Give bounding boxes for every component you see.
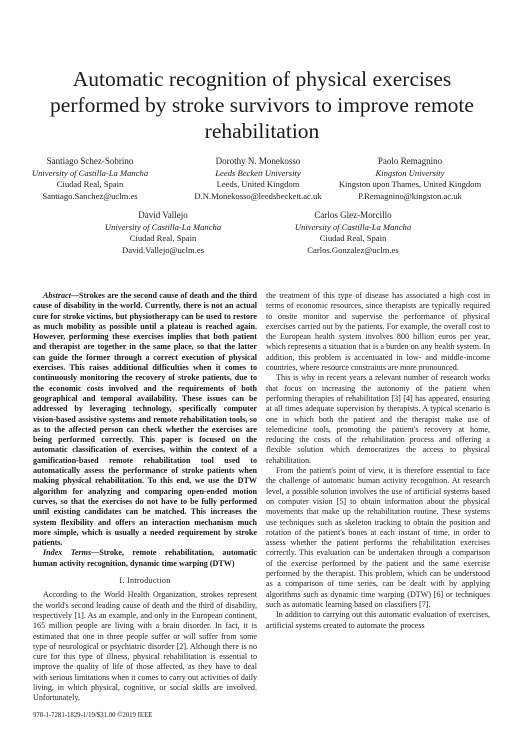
author-name: Santiago Schez-Sobrino (46, 156, 134, 166)
index-terms-label: Index Terms (43, 548, 92, 558)
author-email: Santiago.Sanchez@uclm.es (42, 190, 138, 201)
author-name: David Vallejo (138, 210, 188, 220)
author-block-2 (194, 156, 321, 202)
body-paragraph: the treatment of this type of disease has associated a high cost in terms of economic resources, since therapists are typically required to onsite monitor and supervise the performance of physical exercises carried out by the patients. For example, the overall cost to the European health system involves 800 billion euros per year, which represents a situation that is a burden on any health system. In addition, this problem is accentuated in low- and middle-income countries, where resource constraints are more pronounced. (266, 291, 490, 373)
body-paragraph: This is why in recent years a relevant number of research works that focus on increasing the autonomy of the patient when performing therapies of rehabilitation [3] [4] has appeared, ensuring at all times adequate supervision by therapists. A typical scenario is one in which both the patient and the therapist make use of telemedicine tools, promoting the patient's recovery at home, reducing the costs of the rehabilitation process and offering a flexible solution which democratizes the access to physical rehabilitation. (266, 373, 490, 465)
index-terms-text: —Stroke, remote rehabilitation, automatic human activity recognition, dynamic time warping (DTW) (33, 548, 258, 568)
author-affiliation: University of Castilla-La Mancha (294, 221, 412, 232)
index-terms (33, 548, 257, 569)
author-location: Ciudad Real, Spain (56, 179, 124, 189)
author-email: P.Remagnino@kingston.ac.uk (358, 190, 462, 201)
author-location: Ciudad Real, Spain (319, 233, 387, 243)
body-paragraph: According to the World Health Organization, strokes represent the world's second leading cause of death and the third of disability, respectively [1]. As an example, and only in the European continent, 165 million people are living with a brain disorder. In fact, it is estimated that one in three people suffer or will suffer from some type of neurological or psychiatric disorder [2]. Although there is no cure for this type of illness, physical rehabilitation is essential to improve the quality of life of those affected, as they have to deal with serious limitations when it comes to carry out activities of daily living, in which physical, cognitive, or social skills are involved. Unfortunately, (33, 590, 257, 703)
author-block-4 (105, 210, 221, 256)
section-heading: I. Introduction (119, 576, 171, 586)
author-affiliation: University of Castilla-La Mancha (31, 167, 149, 178)
author-email: D.N.Monekosso@leedsbeckett.ac.uk (194, 190, 322, 201)
author-name: Carlos Glez-Morcillo (314, 210, 392, 220)
author-block-5 (295, 210, 411, 256)
paper-title: Automatic recognition of physical exercises performed by stroke survivors to improve remote rehabilitation (50, 67, 474, 143)
author-affiliation: University of Castilla-La Mancha (104, 221, 222, 232)
abstract-text: —Strokes are the second cause of death and the third cause of disability in the world. Currently, there is not an actual cure for stroke victims, but physiotherapy can be used to restore as much mobility as possible until a plateau is reached again. However, performing these exercises implies that both patient and therapist are together in the same place, so that the latter can guide the former through a correct execution of physical exercises. This raises additional difficulties when it comes to continuously monitoring the recovery of stroke patients, due to the economic costs involved and the requirements of both geographical and temporal availability. These issues can be addressed by leveraging technology, specifically computer vision-based assistive systems and remote rehabilitation tools, so as to the affected person can check whether the exercises are being performed correctly. This paper is focused on the automatic classification of exercises, within the context of a gamification-based remote rehabilitation tool used to automatically assess the performance of stroke patients when making physical rehabilitation. To this end, we use the DTW algorithm for analyzing and comparing open-ended motion curves, so that the exercises do not have to be fully performed until existing candidates can be matched. This increases the system flexibility and offers an interaction mechanism much more simple, which is usually a needed requirement by stroke patients. (33, 291, 257, 548)
author-location: Ciudad Real, Spain (129, 233, 197, 243)
author-affiliation: Kingston University (375, 167, 445, 178)
author-email: Carlos.Gonzalez@uclm.es (307, 244, 399, 255)
author-block-1 (32, 156, 148, 202)
author-email: David.Vallejo@uclm.es (122, 244, 204, 255)
author-name: Paolo Remagnino (377, 156, 443, 166)
author-name: Dorothy N. Monekosso (215, 156, 301, 166)
author-location: Kingston upon Thames, United Kingdom (338, 179, 482, 189)
body-paragraph: From the patient's point of view, it is therefore essential to face the challenge of automatic human activity recognition. At research level, a possible solution involves the use of artificial systems based on computer vision [5] to obtain information about the physical movements that make up the rehabilitation routine. These systems use techniques such as skeleton tracking to obtain the position and rotation of the patient's bones at each instant of time, in order to assess whether the patient performs the rehabilitation exercises correctly. This evaluation can be undertaken through a comparison of the exercise performed by the patient and the same exercise performed by the therapist. This problem, which can be understood as a comparison of time series, can be dealt with by applying algorithms such as dynamic time warping (DTW) [6] or techniques such as automatic learning based on classifiers [7]. (266, 466, 490, 609)
body-paragraph: In addition to carrying out this automatic evaluation of exercises, artificial systems created to automate the process (266, 610, 490, 630)
author-affiliation: Leeds Beckett University (215, 167, 301, 178)
copyright-footer: 978-1-7281-1829-1/19/$31.00 ©2019 IEEE (33, 712, 153, 719)
abstract (33, 291, 257, 548)
abstract-label: Abstract (43, 291, 71, 300)
left-column (33, 291, 257, 704)
author-location: Leeds, United Kingdom (216, 179, 300, 189)
author-block-3 (339, 156, 481, 202)
right-column (266, 291, 490, 631)
